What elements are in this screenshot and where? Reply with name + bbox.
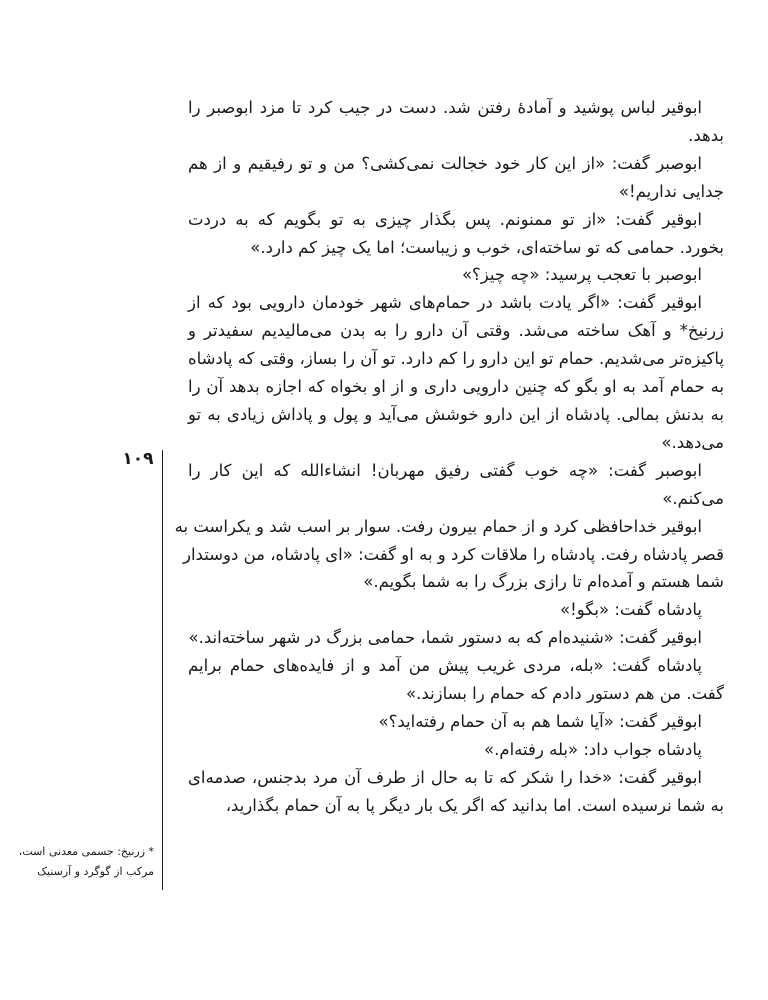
text-line: قصر پادشاه رفت. پادشاه را ملاقات کرد و به او گفت: «ای پادشاه، من دوستدار [183, 544, 724, 564]
text-line: پادشاه جواب داد: «بله رفته‌ام.» [484, 739, 702, 759]
footnote [14, 842, 154, 882]
text-line: زرنیخ* و آهک ساخته می‌شد. وقتی آن دارو را به بدن می‌مالیدیم سفیدتر و [188, 321, 724, 341]
paragraph [188, 261, 724, 289]
body-text [174, 94, 724, 820]
paragraph [188, 150, 724, 206]
text-line: ابوقیر لباس پوشید و آمادهٔ رفتن شد. دست در جیب کرد تا مزد ابوصبر را [188, 98, 702, 117]
text-line: گفت. من هم دستور دادم که حمام را بسازند.» [406, 684, 724, 704]
text-line: ابوقیر گفت: «از تو ممنونم. پس بگذار چیزی به تو بگویم که به دردت [188, 209, 702, 229]
text-line: می‌کنم.» [662, 488, 724, 508]
footnote-line: مرکب از گوگرد و آرسنیک [37, 865, 154, 878]
paragraph [188, 708, 724, 736]
text-line: به شما نرسیده است. اما بدانید که اگر یک بار دیگر پا به آن حمام بگذارید، [225, 795, 724, 815]
text-line: ابوصبر گفت: «از این کار خود خجالت نمی‌کشی؟ من و تو رفیقیم و از هم [188, 153, 702, 173]
text-line: ابوقیر گفت: «خدا را شکر که تا به حال از طرف آن مرد بدجنس، صدمه‌ای [188, 767, 702, 787]
paragraph [188, 94, 724, 150]
footnote-line: * زرنیخ: جسمی معدنی است، [18, 845, 154, 858]
text-line: ابوقیر گفت: «شنیده‌ام که به دستور شما، حمامی بزرگ در شهر ساخته‌اند.» [188, 628, 702, 648]
paragraph [174, 513, 724, 597]
paragraph [188, 736, 724, 764]
paragraph [188, 457, 724, 513]
paragraph [188, 652, 724, 708]
text-line: به حمام آمد به او بگو که چنین دارویی داری و از او بخواه که اجازه بدهد آن را [188, 377, 724, 397]
text-line: پادشاه گفت: «بگو!» [560, 600, 702, 620]
paragraph [188, 764, 724, 820]
page-number: ۱۰۹ [122, 449, 154, 469]
text-line: ابوقیر گفت: «آیا شما هم به آن حمام رفته‌اید؟» [378, 711, 702, 731]
text-line: بدهد. [688, 125, 724, 145]
text-line: جدایی نداریم!» [618, 181, 724, 201]
text-line: پادشاه گفت: «بله، مردی غریب پیش من آمد و از فایده‌های حمام برایم [188, 656, 702, 676]
paragraph [188, 206, 724, 262]
text-line: ابوصبر گفت: «چه خوب گفتی رفیق مهربان! انشاءالله که این کار را [188, 460, 702, 480]
text-line: بخورد. حمامی که تو ساخته‌ای، خوب و زیباست؛ اما یک چیز کم دارد.» [250, 237, 724, 257]
paragraph [188, 596, 724, 624]
text-line: می‌دهد.» [661, 432, 724, 452]
text-line: ابوقیر گفت: «اگر یادت باشد در حمام‌های شهر خودمان دارویی بود که از [188, 293, 702, 313]
text-line: پاکیزه‌تر می‌شدیم. حمام تو این دارو را کم دارد. تو آن را بساز، وقتی که پادشاه [188, 349, 724, 369]
margin-rule [162, 450, 163, 890]
text-line: شما هستم و آمده‌ام تا رازی بزرگ را به شما بگویم.» [363, 572, 724, 592]
text-line: ابوصبر با تعجب پرسید: «چه چیز؟» [461, 265, 702, 285]
paragraph [188, 624, 724, 652]
text-line: ابوقیر خداحافظی کرد و از حمام بیرون رفت. سوار بر اسب شد و یکراست به [174, 516, 702, 536]
paragraph [188, 289, 724, 456]
text-line: به بدنش بمالی. پادشاه از این دارو خوشش می‌آید و پول و پاداش زیادی به تو [188, 404, 724, 424]
